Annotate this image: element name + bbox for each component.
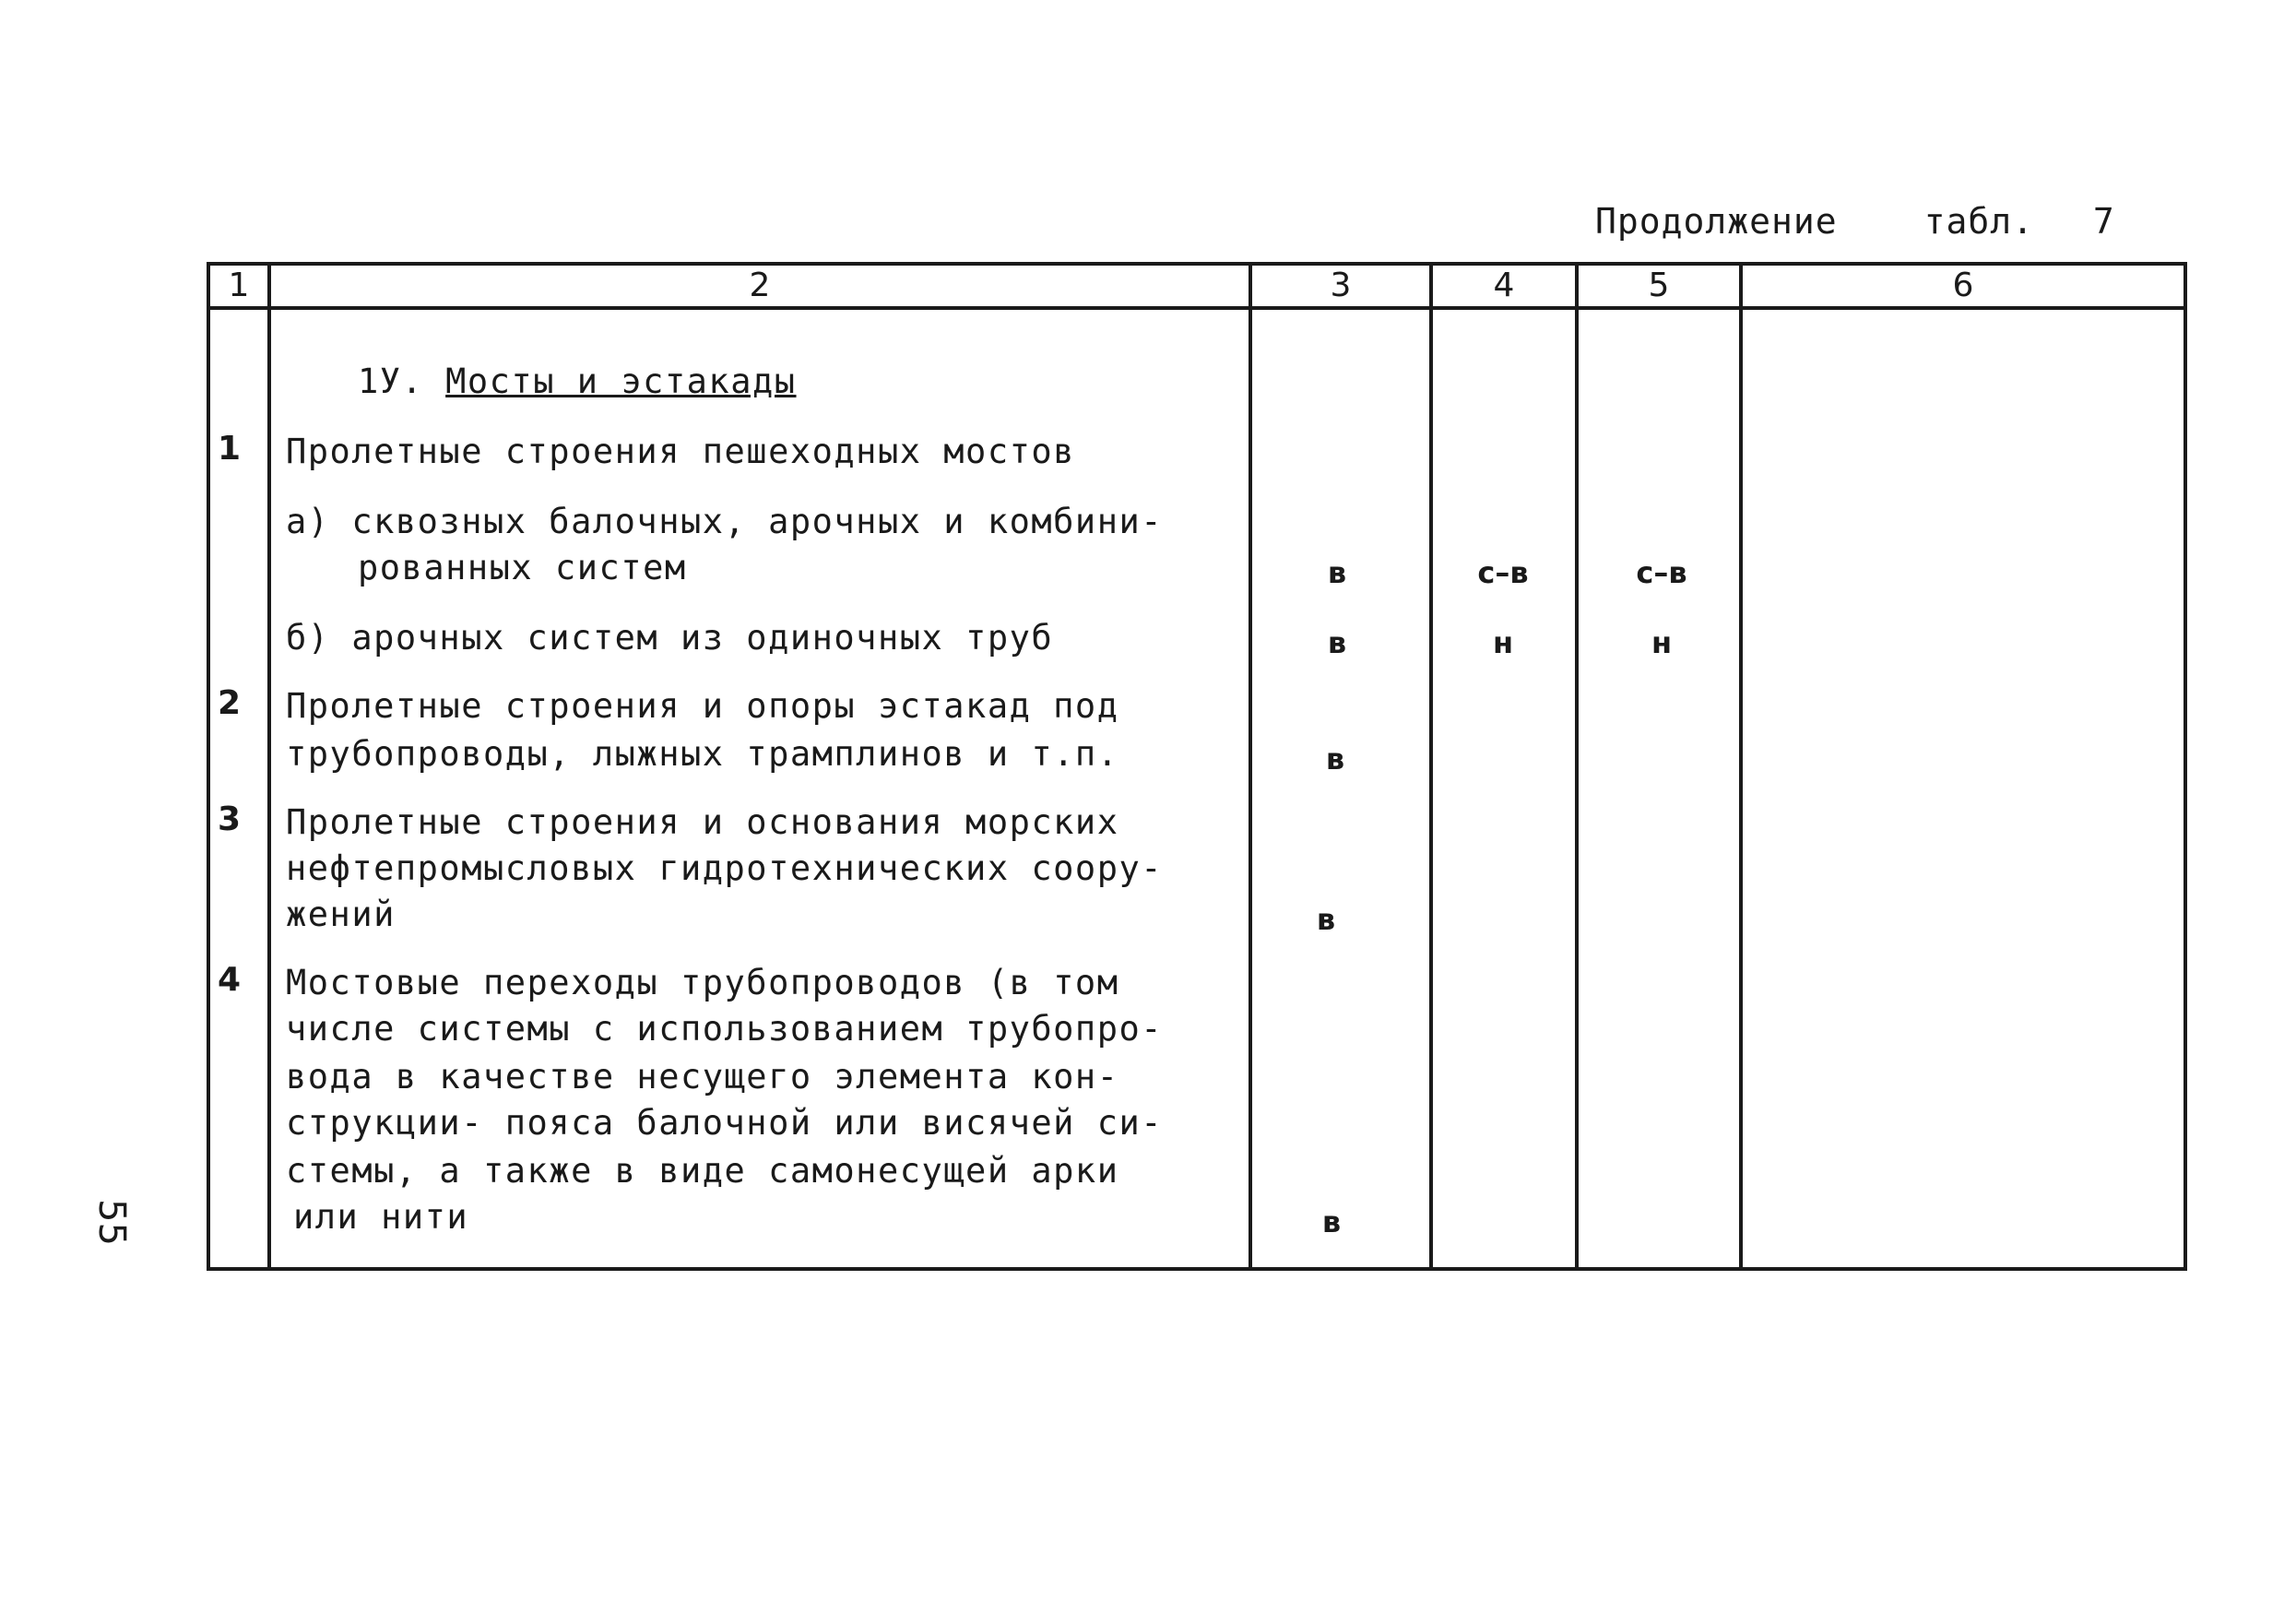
column-divider-3: [1429, 262, 1433, 1271]
header-col-6: 6: [1952, 267, 1974, 304]
row-3-line-2: нефтепромысловых гидротехнических соору-: [286, 848, 1164, 888]
row-4-line-4: струкции- пояса балочной или висячей си-: [286, 1103, 1164, 1143]
row-4-line-1: Мостовые переходы трубопроводов (в том: [286, 963, 1119, 1002]
row-3-line-3: жений: [286, 895, 396, 934]
caption-table-word: табл.: [1923, 201, 2034, 242]
row-2-col-3: в: [1325, 741, 1345, 776]
row-2-line-1: Пролетные строения и опоры эстакад под: [286, 686, 1119, 726]
row-4-line-6: или нити: [293, 1197, 469, 1237]
table-caption: [1595, 201, 2115, 242]
row-1a-col-4: с–в: [1477, 555, 1529, 590]
header-col-1: 1: [228, 267, 250, 304]
row-number-1: 1: [218, 430, 242, 468]
page-number: 55: [90, 1199, 133, 1246]
row-4-line-3: вода в качестве несущего элемента кон-: [286, 1057, 1119, 1096]
row-2-line-2: трубопроводы, лыжных трамплинов и т.п.: [286, 734, 1119, 774]
row-4-col-3: в: [1321, 1204, 1342, 1239]
header-col-4: 4: [1493, 267, 1515, 304]
section-title: Мосты и эстакады: [445, 362, 797, 401]
row-4-line-2: числе системы с использованием трубопро-: [286, 1009, 1164, 1049]
row-1a-line-1: а) сквозных балочных, арочных и комбини-: [286, 502, 1164, 541]
column-divider-1: [267, 262, 271, 1271]
header-col-3: 3: [1330, 267, 1352, 304]
row-1b-col-5: н: [1651, 625, 1673, 660]
row-number-3: 3: [218, 800, 242, 838]
header-col-5: 5: [1648, 267, 1670, 304]
header-col-2: 2: [749, 267, 771, 304]
row-1a-line-2: рованных систем: [358, 548, 687, 587]
column-divider-5: [1739, 262, 1743, 1271]
row-3-line-1: Пролетные строения и основания морских: [286, 802, 1119, 842]
row-3-col-3: в: [1316, 902, 1336, 937]
row-1-text: Пролетные строения пешеходных мостов: [286, 432, 1075, 471]
row-number-2: 2: [218, 684, 242, 722]
caption-table-number: 7: [2092, 201, 2115, 242]
caption-label: Продолжение: [1595, 201, 1838, 242]
row-1b-col-3: в: [1327, 625, 1347, 660]
row-1b-text: б) арочных систем из одиночных труб: [286, 618, 1054, 658]
row-4-line-5: стемы, а также в виде самонесущей арки: [286, 1151, 1119, 1191]
row-1b-col-4: н: [1492, 625, 1514, 660]
row-number-4: 4: [218, 961, 242, 999]
section-prefix: 1У.: [358, 362, 424, 401]
section-heading: [358, 362, 797, 401]
column-divider-4: [1575, 262, 1579, 1271]
row-1a-col-5: с–в: [1636, 555, 1687, 590]
row-1a-col-3: в: [1327, 555, 1347, 590]
column-divider-2: [1249, 262, 1252, 1271]
header-divider: [207, 306, 2187, 310]
